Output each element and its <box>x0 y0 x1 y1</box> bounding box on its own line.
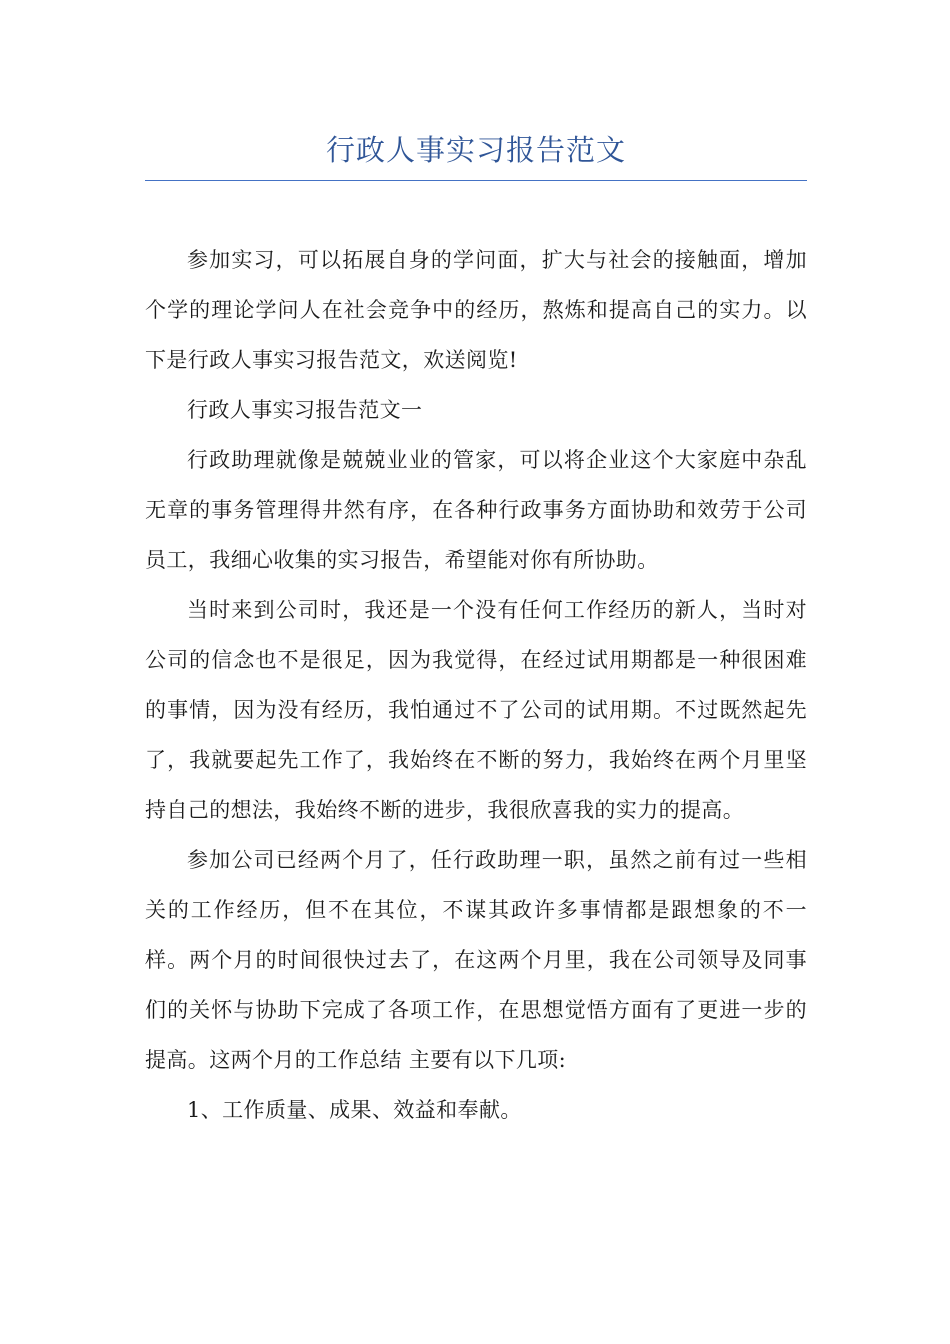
paragraph-start: 当时来到公司时，我还是一个没有任何工作经历的新人，当时对公司的信念也不是很足，因为我觉得，在经过试用期都是一种很困难的事情，因为没有经历，我怕通过不了公司的试用期。不过既然起先了，我就要起先工作了，我始终在不断的努力，我始终在两个月里坚持自己的想法，我始终不断的进步，我很欣喜我的实力的提高。 <box>145 598 807 822</box>
list-item: 1、工作质量、成果、效益和奉献。 <box>187 1098 522 1122</box>
page-title: 行政人事实习报告范文 <box>325 133 626 167</box>
section-heading: 行政人事实习报告范文一 <box>187 398 423 422</box>
paragraph-summary: 参加公司已经两个月了，任行政助理一职，虽然之前有过一些相关的工作经历，但不在其位，不谋其政许多事情都是跟想象的不一样。两个月的时间很快过去了，在这两个月里，我在公司领导及同事们的关怀与协助下完成了各项工作，在思想觉悟方面有了更进一步的提高。这两个月的工作总结 主要有以下几项: <box>145 848 807 1072</box>
paragraph-intro: 参加实习，可以拓展自身的学问面，扩大与社会的接触面，增加个学的理论学问人在社会竞争中的经历，熬炼和提高自己的实力。以下是行政人事实习报告范文，欢送阅览! <box>145 248 807 372</box>
document-body <box>145 235 807 1135</box>
title-divider <box>145 180 807 181</box>
paragraph-role: 行政助理就像是兢兢业业的管家，可以将企业这个大家庭中杂乱无章的事务管理得井然有序，在各种行政事务方面协助和效劳于公司员工，我细心收集的实习报告，希望能对你有所协助。 <box>145 448 807 572</box>
